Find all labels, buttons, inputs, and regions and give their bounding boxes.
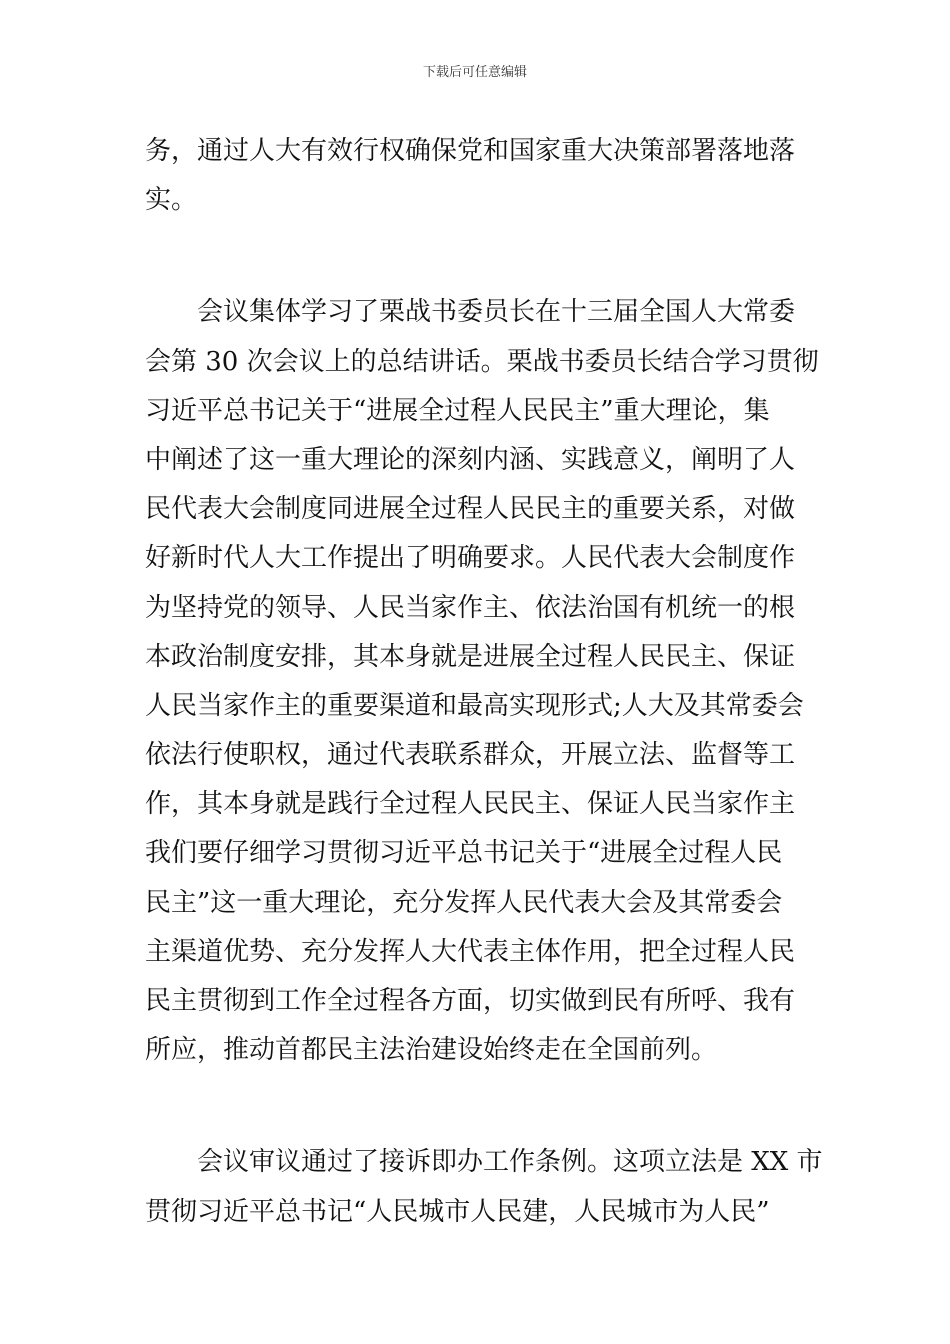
paragraph-gap xyxy=(145,1075,807,1138)
text-line: 为坚持党的领导、人民当家作主、依法治国有机统一的根 xyxy=(145,592,796,623)
paragraph-2 xyxy=(145,288,819,1075)
text-line: 主渠道优势、充分发挥人大代表主体作用，把全过程人民 xyxy=(145,936,796,967)
paragraph-3 xyxy=(145,1138,823,1236)
text-line: 实。 xyxy=(145,185,198,216)
text-line: 所应，推动首都民主法治建设始终走在全国前列。 xyxy=(145,1035,718,1066)
text-line: 会议审议通过了接诉即办工作条例。这项立法是 XX 市 xyxy=(145,1147,823,1178)
text-line: 民代表大会制度同进展全过程人民民主的重要关系，对做 xyxy=(145,494,796,525)
document-body xyxy=(145,127,823,1237)
paragraph-1 xyxy=(145,127,807,225)
text-line: 民主贯彻到工作全过程各方面，切实做到民有所呼、我有 xyxy=(145,986,796,1016)
text-line: 人民当家作主的重要渠道和最高实现形式;人大及其常委会 xyxy=(145,690,804,721)
page-header: 下载后可任意编辑 xyxy=(422,65,527,80)
text-line: 本政治制度安排，其本身就是进展全过程人民民主、保证 xyxy=(145,641,796,672)
text-line: 我们要仔细学习贯彻习近平总书记关于“进展全过程人民 xyxy=(145,838,783,869)
text-line: 习近平总书记关于“进展全过程人民民主”重大理论，集 xyxy=(145,395,770,426)
text-line: 贯彻习近平总书记“人民城市人民建，人民城市为人民” xyxy=(145,1196,770,1227)
text-line: 会第 30 次会议上的总结讲话。栗战书委员长结合学习贯彻 xyxy=(145,346,819,377)
text-line: 中阐述了这一重大理论的深刻内涵、实践意义，阐明了人 xyxy=(145,444,796,475)
text-line: 好新时代人大工作提出了明确要求。人民代表大会制度作 xyxy=(145,543,796,574)
text-line: 作，其本身就是践行全过程人民民主、保证人民当家作主 xyxy=(145,789,796,820)
text-line: 依法行使职权，通过代表联系群众，开展立法、监督等工 xyxy=(145,740,796,771)
paragraph-gap xyxy=(145,225,807,288)
text-line: 会议集体学习了栗战书委员长在十三届全国人大常委 xyxy=(145,297,796,328)
text-line: 民主”这一重大理论，充分发挥人民代表大会及其常委会 xyxy=(145,887,783,918)
text-line: 务，通过人大有效行权确保党和国家重大决策部署落地落 xyxy=(145,136,796,166)
